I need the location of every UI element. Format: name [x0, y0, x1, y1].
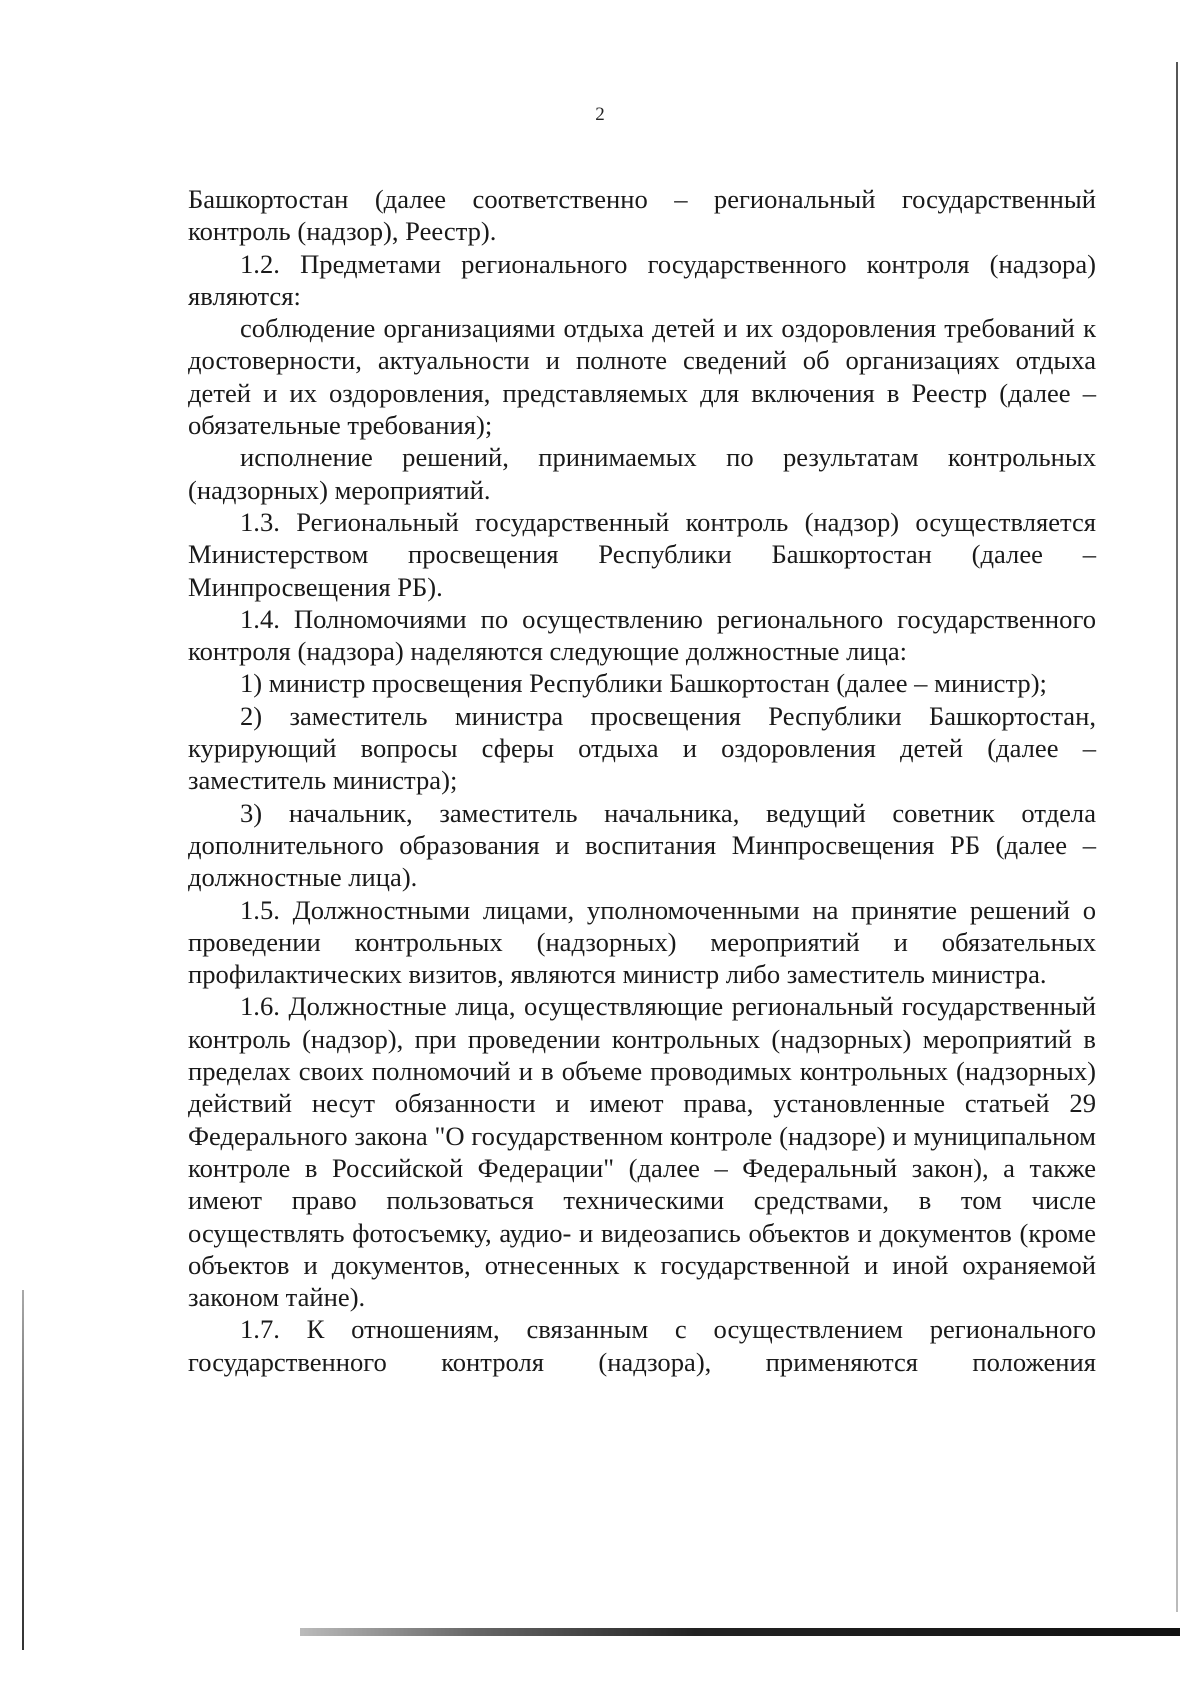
paragraph-1-4-item-1: 1) министр просвещения Республики Башкортостан (далее – министр);: [240, 668, 1047, 699]
paragraph-1-4-item-3: 3) начальник, заместитель начальника, ведущий советник отдела дополнительного образования и воспитания Минпросвещения РБ (далее – должностные лица).: [188, 797, 1096, 893]
paragraph-1-3: 1.3. Региональный государственный контроль (надзор) осуществляется Министерством просвещения Республики Башкортостан (далее – Минпросвещения РБ).: [188, 506, 1096, 602]
paragraph-1-6: 1.6. Должностные лица, осуществляющие региональный государственный контроль (надзор), при проведении контрольных (надзорных) мероприятий в пределах своих полномочий и в объеме проводимых контрольных (надзорных) действий несут обязанности и имеют права, установленные статьей 29 Федерального закона "О государственном контроле (надзоре) и муниципальном контроле в Российской Федерации" (далее – Федеральный закон), а также имеют право пользоваться техническими средствами, в том числе осуществлять фотосъемку, аудио- и видеозапись объектов и документов (кроме объектов и документов, отнесенных к государственной и иной охраняемой законом тайне).: [188, 991, 1096, 1313]
paragraph-1-2: 1.2. Предметами регионального государственного контроля (надзора) являются:: [188, 248, 1096, 311]
paragraph-1-4-item-2: 2) заместитель министра просвещения Республики Башкортостан, курирующий вопросы сферы отдыха и оздоровления детей (далее – заместитель министра);: [188, 700, 1096, 796]
paragraph-1-7: 1.7. К отношениям, связанным с осуществлением регионального государственного контроля (надзора), применяются положения: [188, 1314, 1096, 1377]
scan-edge-bottom: [300, 1628, 1180, 1636]
paragraph-continuation: Башкортостан (далее соответственно – региональный государственный контроль (надзор), Реестр).: [188, 184, 1096, 247]
paragraph-1-2-item-compliance: соблюдение организациями отдыха детей и их оздоровления требований к достоверности, актуальности и полноте сведений об организациях отдыха детей и их оздоровления, представляемых для включения в Реестр (далее – обязательные требования);: [188, 313, 1096, 441]
paragraph-1-4: 1.4. Полномочиями по осуществлению регионального государственного контроля (надзора) наделяются следующие должностные лица:: [188, 603, 1096, 667]
paragraph-1-5: 1.5. Должностными лицами, уполномоченными на принятие решений о проведении контрольных (надзорных) мероприятий и обязательных профилактических визитов, являются министр либо заместитель министра.: [188, 894, 1096, 990]
paragraph-1-2-item-execution: исполнение решений, принимаемых по результатам контрольных (надзорных) мероприятий.: [188, 442, 1096, 505]
scan-edge-right: [1176, 62, 1178, 1612]
page-number: 2: [595, 104, 605, 125]
document-body: [188, 183, 1096, 1378]
scan-edge-left: [22, 1290, 24, 1650]
